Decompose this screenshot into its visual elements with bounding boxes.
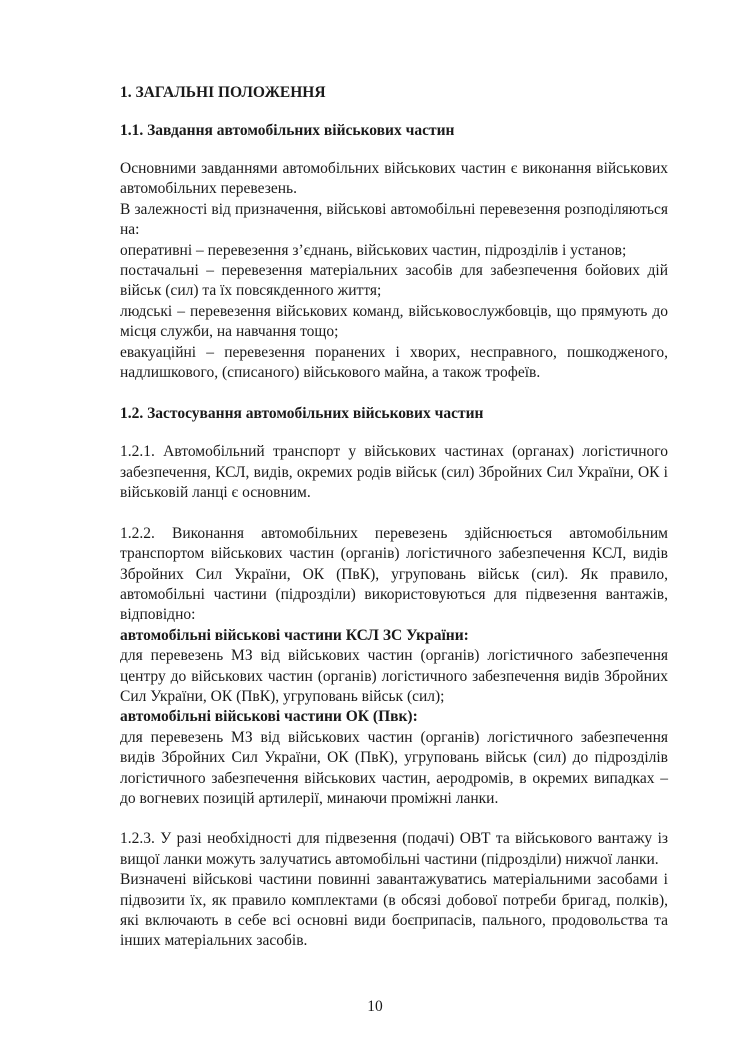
section-title-1-2: 1.2. Застосування автомобільних військових частин	[120, 405, 484, 423]
paragraph: постачальні – перевезення матеріальних засобів для забезпечення бойових дій військ (сил) та їх повсякденного життя;	[120, 262, 668, 300]
page-number: 10	[367, 998, 383, 1015]
paragraph: людські – перевезення військових команд, військовослужбовців, що прямують до місця служби, на навчання тощо;	[120, 302, 668, 341]
paragraph: для перевезень МЗ від військових частин (органів) логістичного забезпечення центру до військових частин (органів) логістичного забезпечення видів Збройних Сил України, ОК (ПвК), угруповань військ (сил);	[120, 647, 668, 705]
paragraph-1-2-1: 1.2.1. Автомобільний транспорт у військових частинах (органах) логістичного забезпечення, КСЛ, видів, окремих родів військ (сил) Збройних Сил України, ОК і військовій ланці є основним.	[120, 443, 668, 502]
paragraph-1-2-2: 1.2.2. Виконання автомобільних перевезень здійснюється автомобільним транспортом військових частин (органів) логістичного забезпечення КСЛ, видів Збройних Сил України, ОК (ПвК), угруповань військ (сил). Як правило, автомобільні частини (підрозділи) використовуються для підвезення вантажів, відповідно:	[120, 524, 668, 624]
chapter-title: 1. ЗАГАЛЬНІ ПОЛОЖЕННЯ	[120, 84, 326, 101]
paragraph: Основними завданнями автомобільних військових частин є виконання військових автомобільних перевезень.	[120, 160, 668, 198]
section-title-1-1: 1.1. Завдання автомобільних військових частин	[120, 122, 455, 139]
paragraph: евакуаційні – перевезення поранених і хворих, несправного, пошкодженого, надлишкового, (списаного) військового майна, а також трофеїв.	[120, 343, 668, 382]
paragraph: Визначені військові частини повинні завантажуватись матеріальними засобами і підвозити їх, як правило комплектами (в обсязі добової потреби бригад, полків), які включають в себе всі основні види боєприпасів, пального, продовольства та інших матеріальних засобів.	[120, 871, 668, 950]
subheading-ok: автомобільні військові частини ОК (Пвк):	[120, 708, 418, 726]
paragraph: для перевезень МЗ від військових частин (органів) логістичного забезпечення видів Збройних Сил України, ОК (ПвК), угруповань військ (сил) до підрозділів логістичного забезпечення військових частин, аеродромів, в окремих випадках – до вогневих позицій артилерії, минаючи проміжні ланки.	[120, 728, 668, 807]
paragraph: оперативні – перевезення з’єднань, військових частин, підрозділів і установ;	[120, 241, 627, 259]
subheading-ksl: автомобільні військові частини КСЛ ЗС України:	[120, 626, 469, 644]
paragraph: В залежності від призначення, військові автомобільні перевезення розподіляються на:	[120, 200, 668, 239]
paragraph-1-2-3: 1.2.3. У разі необхідності для підвезення (подачі) ОВТ та військового вантажу із вищої ланки можуть залучатись автомобільні частини (підрозділи) нижчої ланки.	[120, 830, 668, 868]
